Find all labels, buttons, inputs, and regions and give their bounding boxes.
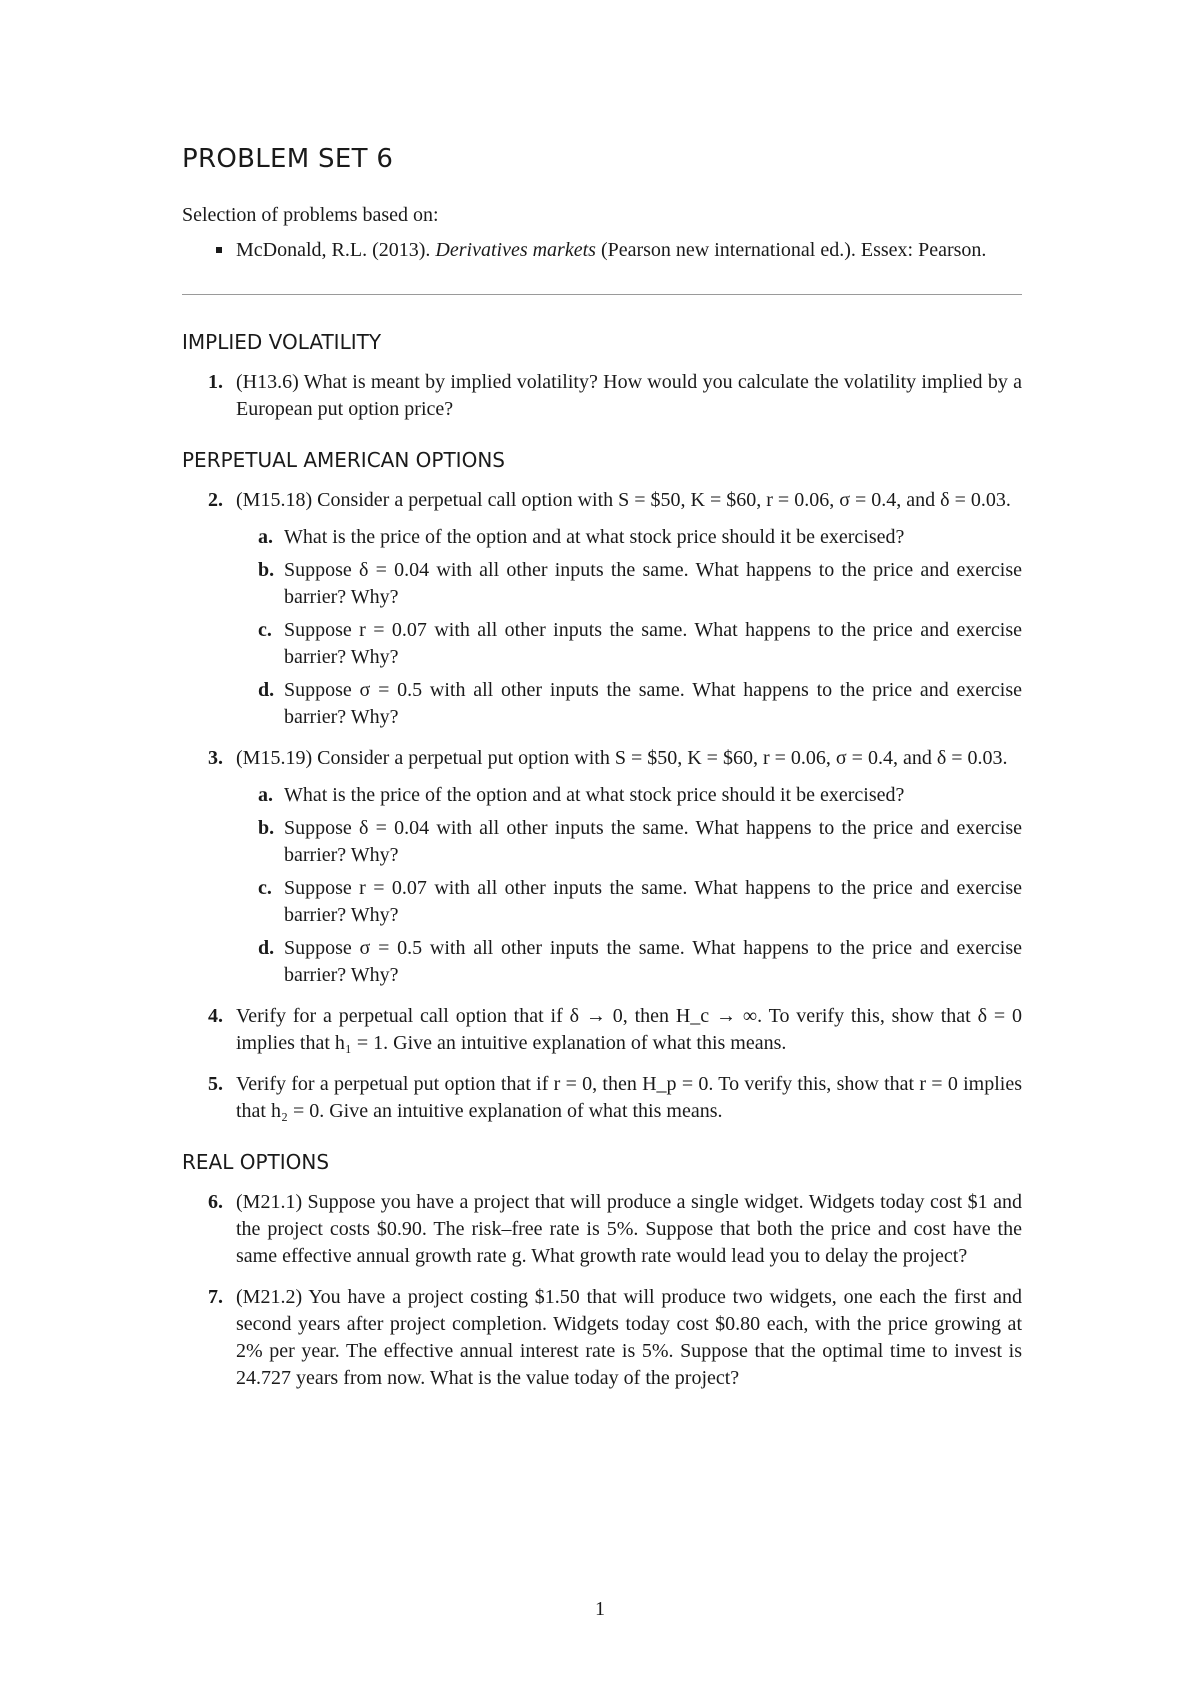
subpart-c: [236, 617, 1022, 671]
subpart-b: [236, 815, 1022, 869]
subpart-text: What is the price of the option and at what stock price should it be exercised?: [284, 526, 905, 548]
problem-number: 3.: [208, 747, 223, 769]
problem-number: 6.: [208, 1191, 223, 1213]
section-heading-implied-volatility: IMPLIED VOLATILITY: [182, 330, 382, 354]
problem-7: [182, 1284, 1022, 1392]
problem-text: Verify for a perpetual call option that if δ → 0, then H_c → ∞. To verify this, show that δ = 0 implies that h₁ = 1. Give an intuitive explanation of what this means.: [236, 1005, 1022, 1054]
section-heading-real-options: REAL OPTIONS: [182, 1150, 330, 1174]
subpart-a: [236, 524, 1022, 551]
problem-number: 7.: [208, 1286, 223, 1308]
subpart-c: [236, 875, 1022, 929]
problem-6: [182, 1189, 1022, 1270]
problem-1: [182, 369, 1022, 423]
problem-number: 5.: [208, 1073, 223, 1095]
problem-text: (M21.1) Suppose you have a project that will produce a single widget. Widgets today cost $1 and the project costs $0.90. The risk–free rate is 5%. Suppose that both the price and cost have the same effective annual growth rate g. What growth rate would lead you to delay the project?: [236, 1191, 1022, 1267]
subpart-b: [236, 557, 1022, 611]
problem-text: (M21.2) You have a project costing $1.50 that will produce two widgets, one each the first and second years after project completion. Widgets today cost $0.80 each, with the price growing at 2% per year. The effective annual interest rate is 5%. Suppose that the optimal time to invest is 24.727 years from now. What is the value today of the project?: [236, 1286, 1022, 1389]
problem-number: 4.: [208, 1005, 223, 1027]
reference-book-title: Derivatives markets: [435, 239, 596, 261]
subpart-d: [236, 677, 1022, 731]
horizontal-divider: [182, 294, 1022, 295]
subpart-text: Suppose σ = 0.5 with all other inputs the same. What happens to the price and exercise barrier? Why?: [284, 679, 1022, 728]
subpart-text: Suppose r = 0.07 with all other inputs the same. What happens to the price and exercise barrier? Why?: [284, 619, 1022, 668]
subpart-text: Suppose δ = 0.04 with all other inputs the same. What happens to the price and exercise barrier? Why?: [284, 559, 1022, 608]
bullet-icon: [216, 247, 222, 253]
subpart-letter: b.: [258, 559, 275, 581]
subpart-letter: d.: [258, 679, 275, 701]
problem-text: (M15.18) Consider a perpetual call option with S = $50, K = $60, r = 0.06, σ = 0.4, and δ = 0.03.: [236, 489, 1011, 511]
problem-4: [182, 1003, 1022, 1057]
problem-number: 2.: [208, 489, 223, 511]
problem-text: (H13.6) What is meant by implied volatility? How would you calculate the volatility implied by a European put option price?: [236, 371, 1022, 420]
subpart-letter: c.: [258, 877, 272, 899]
subpart-letter: a.: [258, 784, 273, 806]
reference-item: [182, 236, 1022, 264]
problem-3: [182, 745, 1022, 989]
reference-text-before: McDonald, R.L. (2013).: [236, 239, 436, 261]
section-heading-perpetual-american: PERPETUAL AMERICAN OPTIONS: [182, 448, 505, 472]
subpart-letter: c.: [258, 619, 272, 641]
subpart-a: [236, 782, 1022, 809]
subpart-text: Suppose σ = 0.5 with all other inputs the same. What happens to the price and exercise barrier? Why?: [284, 937, 1022, 986]
subpart-list: [236, 782, 1022, 989]
subpart-letter: b.: [258, 817, 275, 839]
subpart-text: Suppose r = 0.07 with all other inputs the same. What happens to the price and exercise barrier? Why?: [284, 877, 1022, 926]
document-page: [182, 140, 1022, 1406]
problem-2: [182, 487, 1022, 731]
intro-text: Selection of problems based on:: [182, 204, 439, 226]
subpart-letter: d.: [258, 937, 275, 959]
subpart-letter: a.: [258, 526, 273, 548]
subpart-text: Suppose δ = 0.04 with all other inputs the same. What happens to the price and exercise barrier? Why?: [284, 817, 1022, 866]
page-title: PROBLEM SET 6: [182, 144, 394, 174]
subpart-text: What is the price of the option and at what stock price should it be exercised?: [284, 784, 905, 806]
reference-text-after: (Pearson new international ed.). Essex: Pearson.: [595, 239, 987, 261]
problem-number: 1.: [208, 371, 223, 393]
subpart-d: [236, 935, 1022, 989]
page-number: 1: [595, 1598, 605, 1620]
subpart-list: [236, 524, 1022, 731]
problem-text: Verify for a perpetual put option that if r = 0, then H_p = 0. To verify this, show that r = 0 implies that h₂ = 0. Give an intuitive explanation of what this means.: [236, 1073, 1022, 1122]
problem-text: (M15.19) Consider a perpetual put option with S = $50, K = $60, r = 0.06, σ = 0.4, and δ = 0.03.: [236, 747, 1008, 769]
reference-list: [182, 236, 1022, 264]
problem-5: [182, 1071, 1022, 1125]
